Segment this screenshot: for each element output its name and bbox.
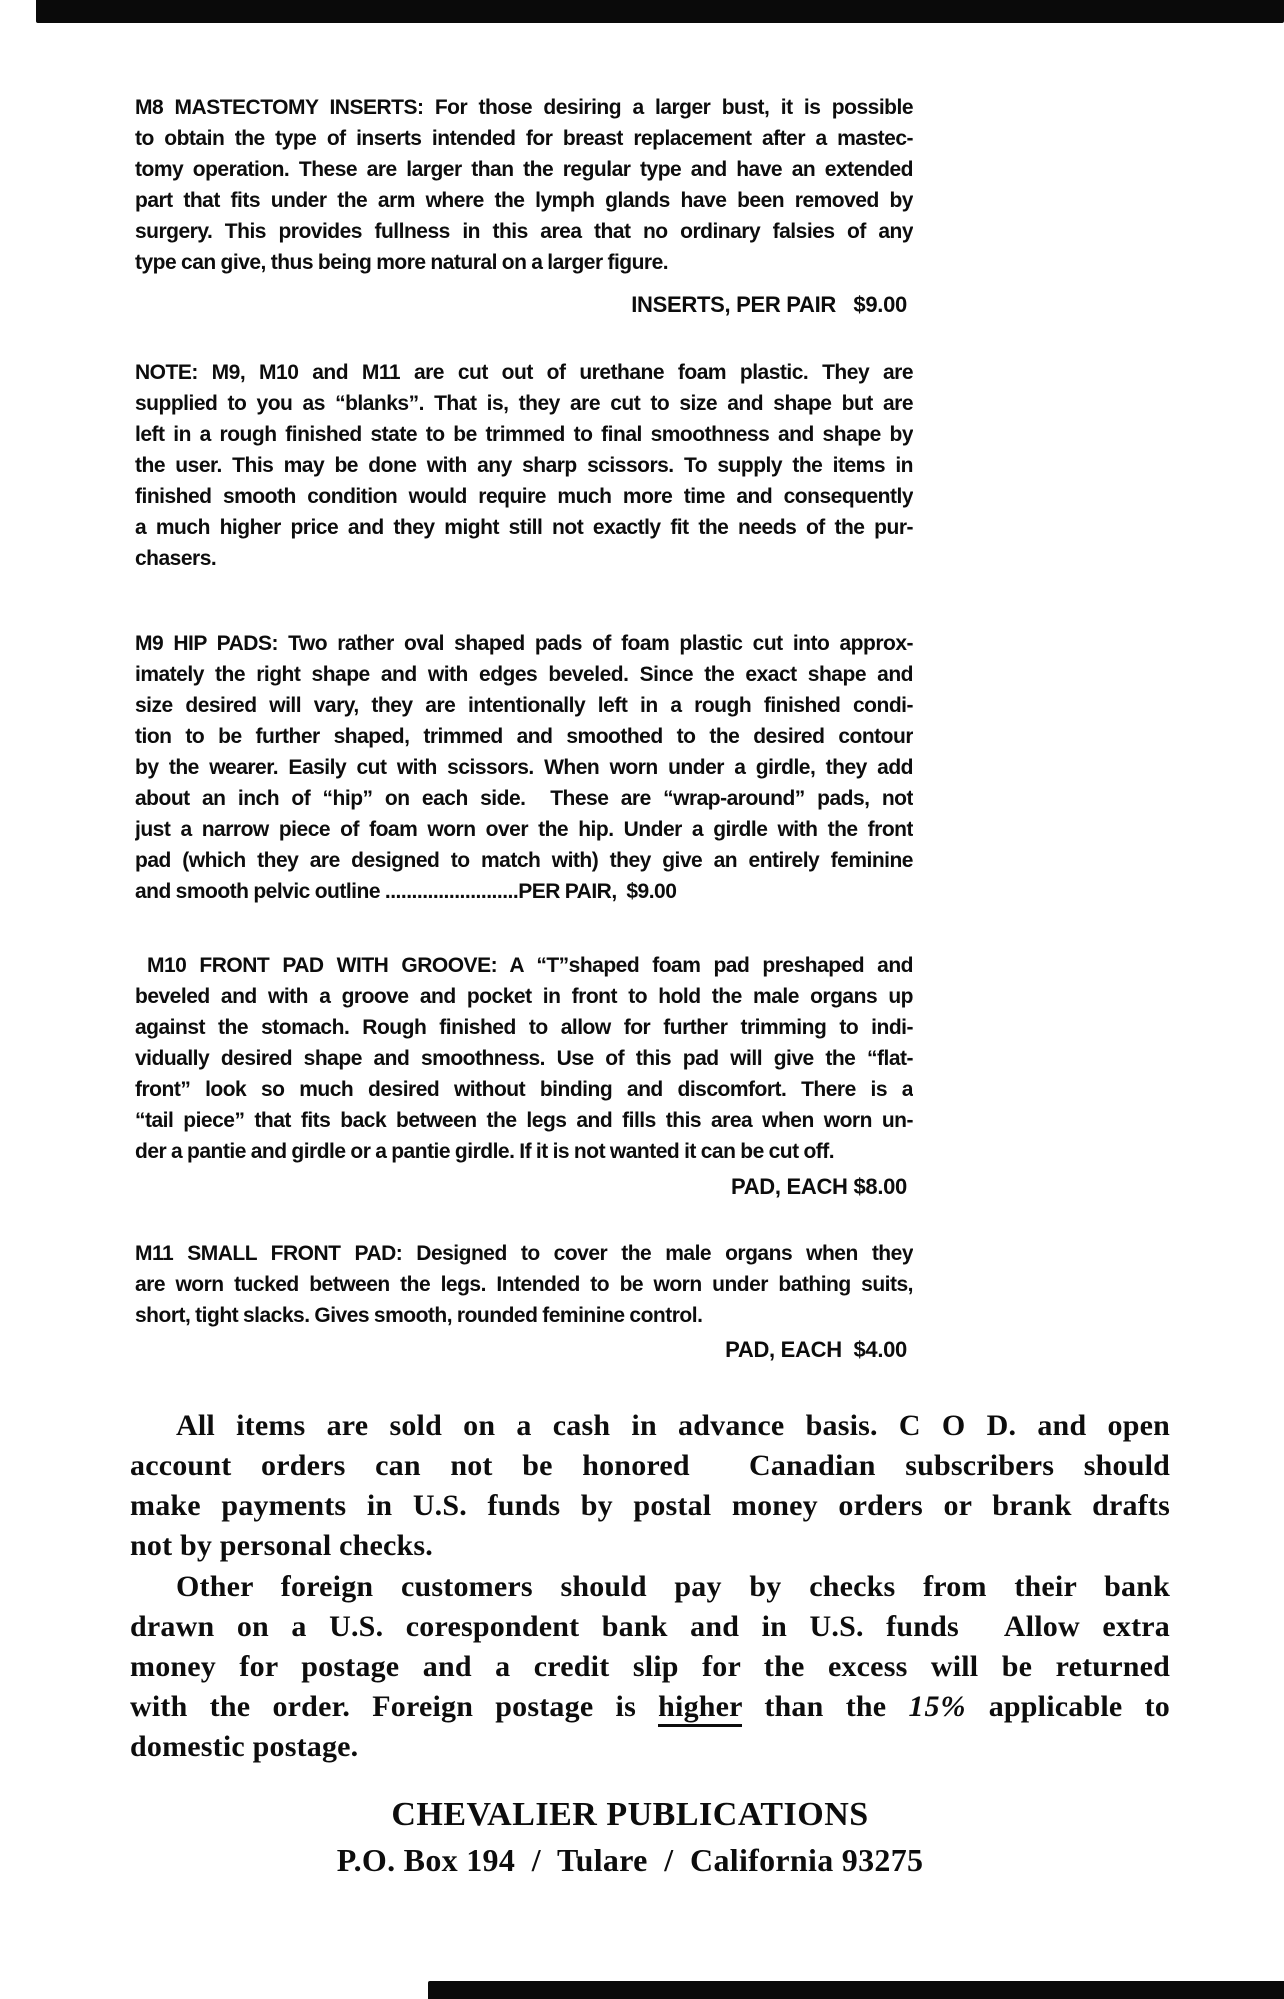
text-line: “tail piece” that fits back between the legs and fills this area when worn un- bbox=[135, 1109, 913, 1132]
text-line: M8 MASTECTOMY INSERTS: For those desiring a larger bust, it is possible bbox=[135, 96, 913, 119]
text-line: tion to be further shaped, trimmed and smoothed to the desired contour bbox=[135, 725, 913, 748]
text-line: are worn tucked between the legs. Intended to be worn under bathing suits, bbox=[135, 1273, 913, 1296]
text-line: front” look so much desired without binding and discomfort. There is a bbox=[135, 1078, 913, 1101]
section-m8-mastectomy-inserts bbox=[135, 92, 913, 278]
text-line: by the wearer. Easily cut with scissors. When worn under a girdle, they add bbox=[135, 756, 913, 779]
text-line: make payments in U.S. funds by postal money orders or brank drafts bbox=[130, 1489, 1170, 1522]
text-line: pad (which they are designed to match with) they give an entirely feminine bbox=[135, 849, 913, 872]
text-line: just a narrow piece of foam worn over the hip. Under a girdle with the front bbox=[135, 818, 913, 841]
text-line: about an inch of “hip” on each side. These are “wrap-around” pads, not bbox=[135, 787, 913, 810]
text-segment: with the order. Foreign postage is bbox=[130, 1690, 659, 1723]
footer-publisher: CHEVALIER PUBLICATIONS bbox=[391, 1796, 869, 1833]
text-line: tomy operation. These are larger than the regular type and have an extended bbox=[135, 158, 913, 181]
text-line: beveled and with a groove and pocket in front to hold the male organs up bbox=[135, 985, 913, 1008]
text-line: M10 FRONT PAD WITH GROOVE: A “T”shaped foam pad preshaped and bbox=[147, 954, 913, 977]
text-line: domestic postage. bbox=[130, 1730, 359, 1763]
text-line: short, tight slacks. Gives smooth, rounded feminine control. bbox=[135, 1304, 703, 1327]
text-line: a much higher price and they might still not exactly fit the needs of the pur- bbox=[135, 516, 913, 539]
scan-edge-artifact-top bbox=[36, 0, 1284, 23]
price-line-m9: and smooth pelvic outline .........................PER PAIR, $9.00 bbox=[135, 880, 677, 903]
text-line: the user. This may be done with any sharp scissors. To supply the items in bbox=[135, 454, 913, 477]
text-line: chasers. bbox=[135, 547, 217, 570]
price-line-m10: PAD, EACH $8.00 bbox=[730, 1174, 907, 1199]
text-line: M9 HIP PADS: Two rather oval shaped pads of foam plastic cut into approx- bbox=[135, 632, 913, 655]
text-line: supplied to you as “blanks”. That is, they are cut to size and shape but are bbox=[135, 392, 913, 415]
text-line: account orders can not be honored Canadian subscribers should bbox=[130, 1449, 1170, 1482]
text-segment: applicable to bbox=[966, 1690, 1170, 1723]
text-line: size desired will vary, they are intentionally left in a rough finished condi- bbox=[135, 694, 913, 717]
section-m10-front-pad-with-groove bbox=[135, 950, 913, 1167]
text-line: left in a rough finished state to be trimmed to final smoothness and shape by bbox=[135, 423, 913, 446]
section-m9-hip-pads bbox=[135, 628, 913, 907]
underlined-word-higher: higher bbox=[658, 1690, 742, 1727]
text-line: money for postage and a credit slip for the excess will be returned bbox=[130, 1650, 1170, 1683]
percentage-value: 15% bbox=[908, 1690, 967, 1723]
text-line: Other foreign customers should pay by checks from their bank bbox=[176, 1570, 1170, 1603]
text-line: part that fits under the arm where the lymph glands have been removed by bbox=[135, 189, 913, 212]
text-segment: than the bbox=[742, 1690, 909, 1723]
text-line: type can give, thus being more natural on a larger figure. bbox=[135, 251, 669, 274]
terms-paragraph-foreign bbox=[130, 1567, 1170, 1767]
text-line: against the stomach. Rough finished to allow for further trimming to indi- bbox=[135, 1016, 913, 1039]
text-line: vidually desired shape and smoothness. Use of this pad will give the “flat- bbox=[135, 1047, 913, 1070]
text-line: surgery. This provides fullness in this area that no ordinary falsies of any bbox=[135, 220, 913, 243]
text-line: drawn on a U.S. corespondent bank and in U.S. funds Allow extra bbox=[130, 1610, 1170, 1643]
price-line-m11: PAD, EACH $4.00 bbox=[725, 1337, 907, 1362]
scan-edge-artifact-bottom bbox=[428, 1981, 1284, 1999]
section-m11-small-front-pad bbox=[135, 1238, 913, 1331]
section-note bbox=[135, 357, 913, 574]
text-line: imately the right shape and with edges beveled. Since the exact shape and bbox=[135, 663, 913, 686]
text-line: NOTE: M9, M10 and M11 are cut out of urethane foam plastic. They are bbox=[135, 361, 913, 384]
text-line: All items are sold on a cash in advance basis. C O D. and open bbox=[176, 1409, 1170, 1442]
text-line: finished smooth condition would require much more time and consequently bbox=[135, 485, 913, 508]
price-line-m8: INSERTS, PER PAIR $9.00 bbox=[631, 292, 907, 317]
text-line: to obtain the type of inserts intended for breast replacement after a mastec- bbox=[135, 127, 913, 150]
footer-address: P.O. Box 194 / Tulare / California 93275 bbox=[336, 1842, 924, 1878]
text-line: der a pantie and girdle or a pantie girdle. If it is not wanted it can be cut off. bbox=[135, 1140, 835, 1163]
text-line bbox=[130, 1687, 1170, 1727]
text-line: M11 SMALL FRONT PAD: Designed to cover the male organs when they bbox=[135, 1242, 913, 1265]
terms-paragraph-payment bbox=[130, 1406, 1170, 1566]
text-line: not by personal checks. bbox=[130, 1529, 433, 1562]
